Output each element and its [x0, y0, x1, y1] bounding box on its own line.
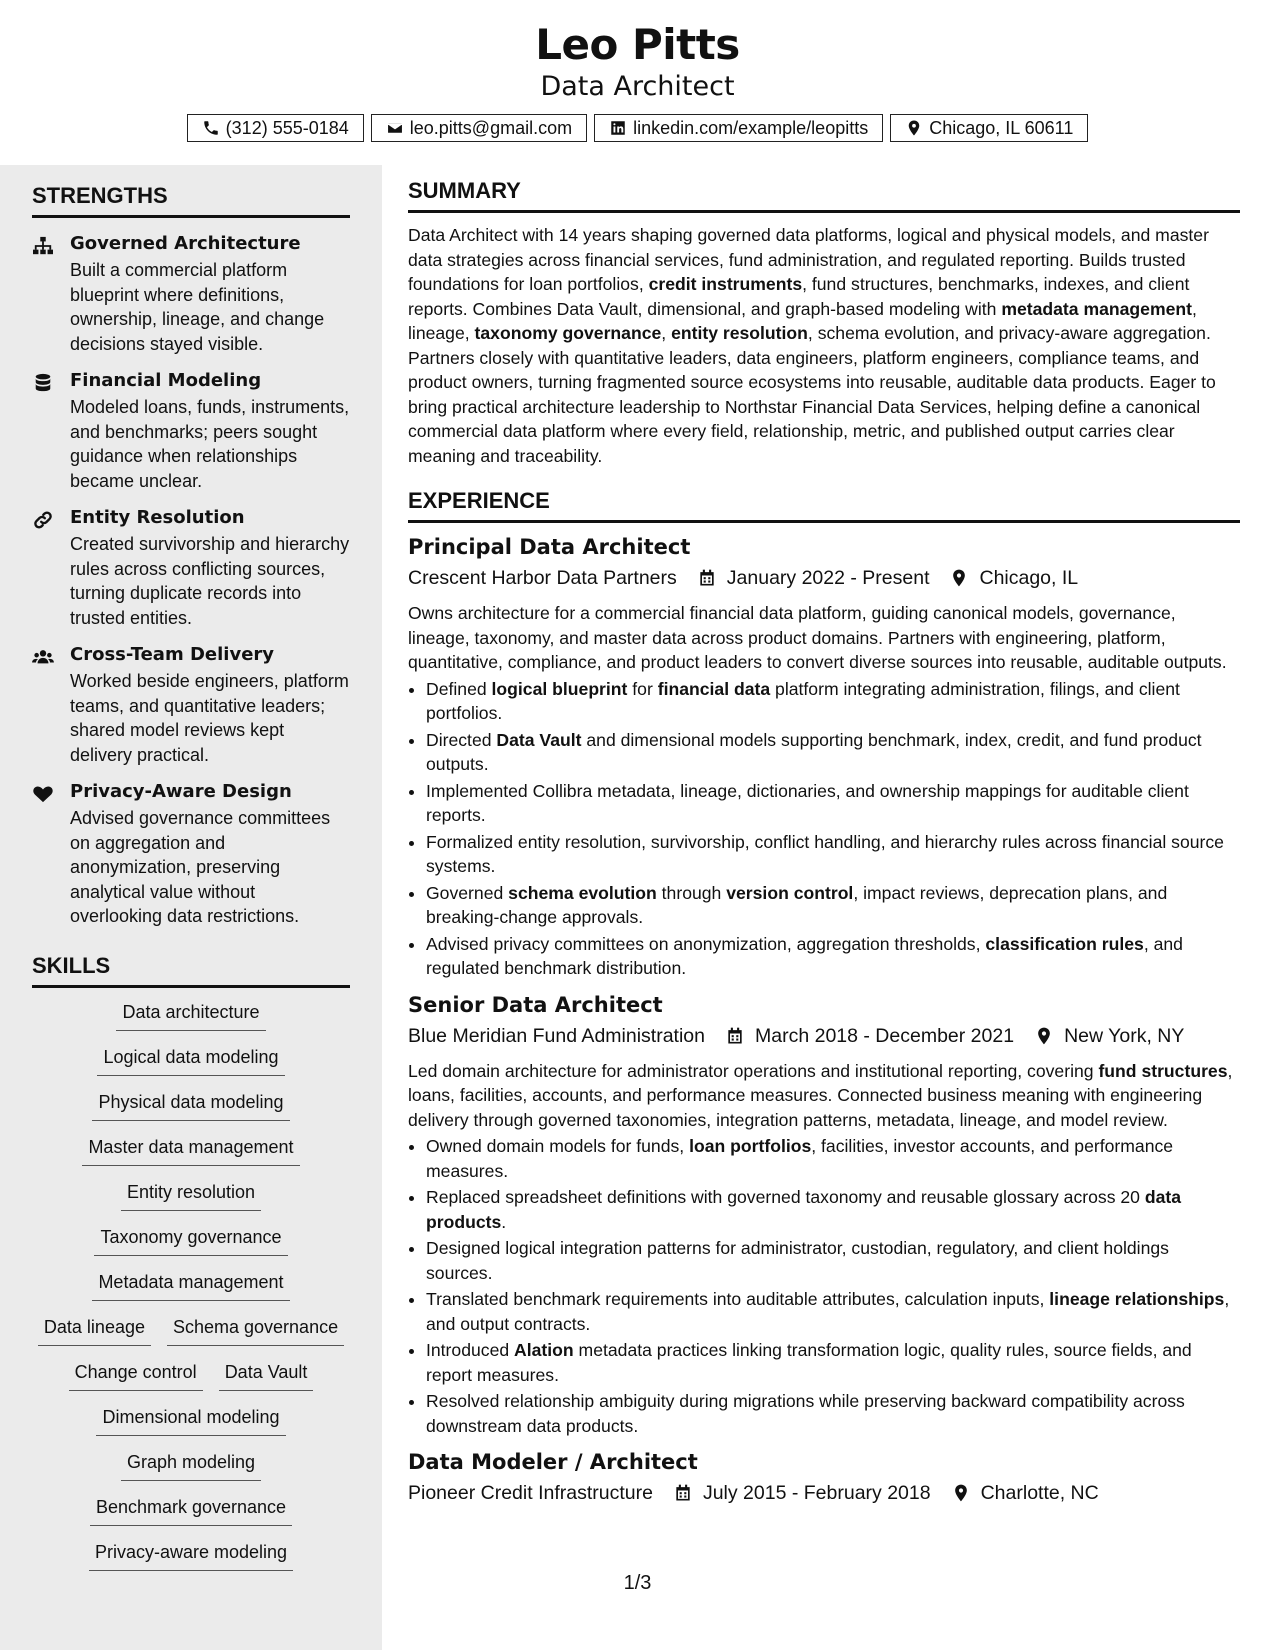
skill-tag: Physical data modeling	[92, 1090, 289, 1121]
skill-row	[32, 1135, 350, 1180]
job-bullet: • Formalized entity resolution, survivorship, conflict handling, and hierarchy rules across financial source systems.	[426, 830, 1240, 879]
contact-phone-text: (312) 555-0184	[225, 117, 349, 138]
link-icon	[32, 510, 54, 530]
job-meta	[408, 1021, 1240, 1051]
main-content	[408, 180, 1240, 1508]
strength-desc: Advised governance committees on aggregation and anonymization, preserving analytical value without overlooking data restrictions.	[70, 808, 331, 926]
job-company: Crescent Harbor Data Partners	[408, 567, 677, 589]
job-company: Pioneer Credit Infrastructure	[408, 1482, 653, 1504]
job-bullets	[408, 677, 1240, 981]
job-meta	[408, 1478, 1240, 1508]
sitemap-icon	[32, 236, 54, 256]
strength-desc: Built a commercial platform blueprint where definitions, ownership, lineage, and change decisions stayed visible.	[70, 260, 325, 354]
strength-title: Cross-Team Delivery	[70, 644, 275, 665]
contact-bar	[0, 114, 1275, 142]
strength-title: Financial Modeling	[70, 370, 262, 391]
map-pin-icon	[905, 119, 923, 137]
strength-desc: Modeled loans, funds, instruments, and benchmarks; peers sought guidance when relationships became unclear.	[70, 397, 350, 491]
skills-list	[32, 1000, 350, 1585]
skill-tag: Data Vault	[219, 1360, 314, 1391]
map-pin-icon	[949, 568, 969, 588]
resume-header	[0, 0, 1275, 165]
map-pin-icon	[951, 1483, 971, 1503]
job-entry	[408, 991, 1240, 1439]
job-bullet: • Translated benchmark requirements into auditable attributes, calculation inputs, lineage relationships, and output contracts.	[426, 1287, 1240, 1336]
strength-title: Privacy-Aware Design	[70, 781, 292, 802]
contact-email-text: leo.pitts@gmail.com	[409, 117, 573, 138]
strength-title: Entity Resolution	[70, 507, 245, 528]
job-entry	[408, 533, 1240, 981]
job-entry	[408, 1448, 1240, 1508]
contact-linkedin-text: linkedin.com/example/leopitts	[633, 117, 869, 138]
job-description: Owns architecture for a commercial financial data platform, guiding canonical models, governance, lineage, taxonomy, and master data across product domains. Partners with engineering, platform, quantitative, compliance, and product leaders to convert diverse sources into reusable, auditable outputs.	[408, 603, 1227, 672]
linkedin-icon	[609, 119, 627, 137]
job-bullet: • Directed Data Vault and dimensional models supporting benchmark, index, credit, and fund product outputs.	[426, 728, 1240, 777]
skill-row	[32, 1495, 350, 1540]
page-number: 1/3	[623, 1572, 652, 1594]
skill-tag: Privacy-aware modeling	[89, 1540, 293, 1571]
skill-tag: Graph modeling	[121, 1450, 261, 1481]
contact-linkedin[interactable]	[594, 114, 883, 142]
job-dates: March 2018 - December 2021	[755, 1024, 1015, 1047]
strength-item	[32, 506, 350, 630]
contact-email[interactable]	[371, 114, 587, 142]
database-icon	[32, 373, 54, 393]
job-bullet: • Owned domain models for funds, loan portfolios, facilities, investor accounts, and performance measures.	[426, 1134, 1240, 1183]
skill-tag: Master data management	[82, 1135, 299, 1166]
job-bullets	[408, 1134, 1240, 1438]
job-dates: July 2015 - February 2018	[702, 1482, 931, 1504]
skill-tag: Entity resolution	[121, 1180, 261, 1211]
skill-tag: Metadata management	[92, 1270, 289, 1301]
job-location: New York, NY	[1064, 1024, 1185, 1047]
skill-tag: Data lineage	[38, 1315, 151, 1346]
strength-item	[32, 643, 350, 767]
experience-list	[408, 533, 1240, 1508]
skill-tag: Benchmark governance	[90, 1495, 292, 1526]
experience-heading: EXPERIENCE	[408, 490, 1240, 523]
contact-location	[890, 114, 1088, 142]
skill-row	[32, 1450, 350, 1495]
skill-tag: Change control	[69, 1360, 203, 1391]
skill-row	[32, 1090, 350, 1135]
skill-tag: Dimensional modeling	[96, 1405, 285, 1436]
job-bullet: • Advised privacy committees on anonymization, aggregation thresholds, classification rules, and regulated benchmark distribution.	[426, 932, 1240, 981]
skill-row	[32, 1405, 350, 1450]
skills-heading: SKILLS	[32, 955, 350, 988]
candidate-name: Leo Pitts	[535, 20, 740, 69]
job-bullet: • Governed schema evolution through version control, impact reviews, deprecation plans, and breaking-change approvals.	[426, 881, 1240, 930]
strengths-heading: STRENGTHS	[32, 185, 350, 218]
contact-phone[interactable]	[187, 114, 364, 142]
strength-desc: Worked beside engineers, platform teams, and quantitative leaders; shared model reviews kept delivery practical.	[70, 671, 349, 765]
skill-tag: Taxonomy governance	[94, 1225, 287, 1256]
candidate-title: Data Architect	[540, 71, 735, 102]
job-dates: January 2022 - Present	[726, 567, 930, 589]
job-title: Senior Data Architect	[408, 992, 663, 1017]
job-location: Charlotte, NC	[980, 1482, 1099, 1504]
skill-tag: Data architecture	[116, 1000, 265, 1031]
contact-location-text: Chicago, IL 60611	[929, 117, 1074, 138]
map-pin-icon	[1034, 1026, 1054, 1046]
strength-item	[32, 780, 350, 929]
skill-tag: Schema governance	[167, 1315, 344, 1346]
sidebar	[0, 165, 382, 1650]
calendar-icon	[725, 1026, 745, 1046]
strength-title: Governed Architecture	[70, 233, 301, 254]
calendar-icon	[673, 1483, 693, 1503]
summary-text: Data Architect with 14 years shaping governed data platforms, logical and physical models, and master data strategies across financial services, fund administration, and regulated reporting. Builds trusted foundations for loan portfolios, credit instruments, fund structures, benchmarks, indexes, and client reports. Combines Data Vault, dimensional, and graph-based modeling with metadata management, lineage, taxonomy governance, entity resolution, schema evolution, and privacy-aware aggregation. Partners closely with quantitative leaders, data engineers, platform engineers, compliance teams, and product owners, turning fragmented source ecosystems into reusable, auditable data products. Eager to bring practical architecture leadership to Northstar Financial Data Services, helping define a canonical commercial data platform where every field, relationship, metric, and published output carries clear meaning and traceability.	[408, 225, 1216, 466]
job-bullet: • Designed logical integration patterns for administrator, custodian, regulatory, and client holdings sources.	[426, 1236, 1240, 1285]
heart-icon	[32, 784, 54, 804]
job-bullet: • Replaced spreadsheet definitions with governed taxonomy and reusable glossary across 20 data products.	[426, 1185, 1240, 1234]
job-title: Data Modeler / Architect	[408, 1450, 698, 1474]
strength-item	[32, 232, 350, 356]
skill-row	[32, 1000, 350, 1045]
job-company: Blue Meridian Fund Administration	[408, 1024, 705, 1047]
envelope-icon	[386, 119, 404, 137]
skill-row	[32, 1315, 350, 1360]
job-bullet: • Resolved relationship ambiguity during migrations while preserving backward compatibility across downstream data products.	[426, 1389, 1240, 1438]
strength-item	[32, 369, 350, 493]
phone-icon	[202, 119, 220, 137]
strength-desc: Created survivorship and hierarchy rules across conflicting sources, turning duplicate records into trusted entities.	[70, 534, 350, 628]
job-bullet: • Implemented Collibra metadata, lineage, dictionaries, and ownership mappings for auditable client reports.	[426, 779, 1240, 828]
job-meta	[408, 563, 1240, 593]
job-location: Chicago, IL	[979, 567, 1079, 589]
skill-row	[32, 1180, 350, 1225]
calendar-icon	[697, 568, 717, 588]
summary-heading: SUMMARY	[408, 180, 1240, 213]
skill-row	[32, 1360, 350, 1405]
skill-row	[32, 1045, 350, 1090]
skill-row	[32, 1270, 350, 1315]
skill-tag: Logical data modeling	[97, 1045, 284, 1076]
job-description: Led domain architecture for administrator operations and institutional reporting, covering fund structures, loans, facilities, accounts, and performance measures. Connected business meaning with engineering delivery through governed taxonomies, integration patterns, metadata, lineage, and model review.	[408, 1060, 1233, 1130]
job-bullet: • Introduced Alation metadata practices linking transformation logic, quality rules, source fields, and report measures.	[426, 1338, 1240, 1387]
skill-row	[32, 1225, 350, 1270]
job-title: Principal Data Architect	[408, 535, 691, 559]
users-icon	[32, 647, 54, 667]
job-bullet: • Defined logical blueprint for financial data platform integrating administration, filings, and client portfolios.	[426, 677, 1240, 726]
